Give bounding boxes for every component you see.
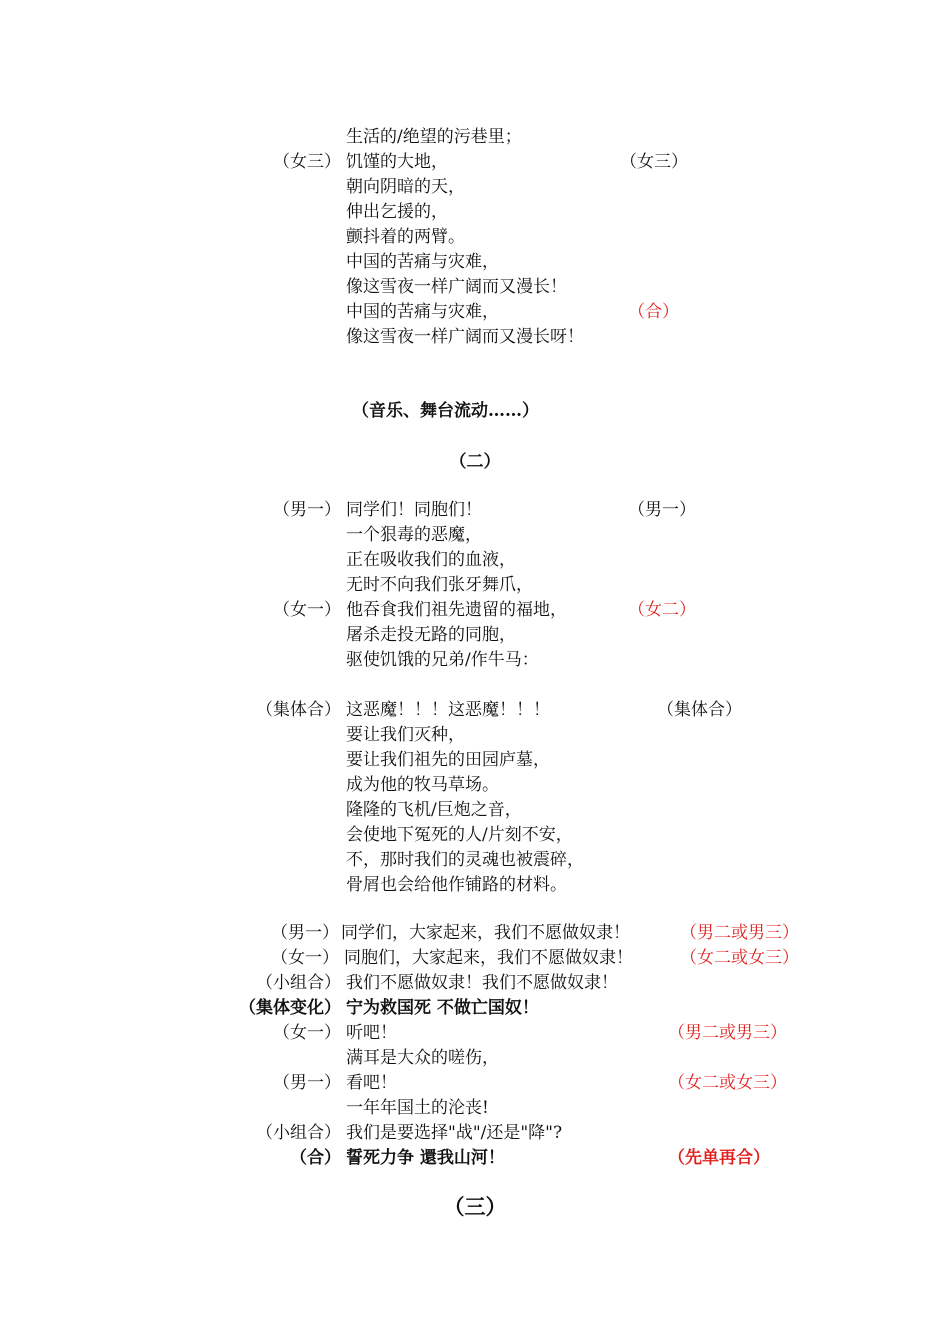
dialogue-line: 我们不愿做奴隶！我们不愿做奴隶！ [346,973,618,993]
poem-line: 他吞食我们祖先遗留的福地， [346,600,567,620]
speaker-label: （小组合） [256,973,341,993]
poem-line: 像这雪夜一样广阔而又漫长呀！ [346,327,584,347]
speaker-label: （集体变化） [239,998,341,1018]
cast-note: （先单再合） [668,1148,770,1168]
poem-line: 同学们！同胞们！ [346,500,482,520]
poem-line: 中国的苦痛与灾难， [346,302,499,322]
poem-line: 无时不向我们张牙舞爪， [346,575,533,595]
poem-line: 要让我们祖先的田园庐墓， [346,750,550,770]
poem-line: 生活的/绝望的污巷里； [346,127,522,147]
poem-line: 成为他的牧马草场。 [346,775,499,795]
dialogue-line: 听吧！ [346,1023,397,1043]
speaker-label: （男一） [271,923,339,943]
speaker-label: （男一） [273,1073,341,1093]
speaker-label: （女一） [273,1023,341,1043]
speaker-label: （集体合） [256,700,341,720]
poem-line: 饥馑的大地， [346,152,448,172]
poem-line: 伸出乞援的， [346,202,448,222]
dialogue-line: 同学们，大家起来，我们不愿做奴隶！ [341,923,630,943]
cast-note: （女三） [620,152,688,172]
poem-line: 屠杀走投无路的同胞， [346,625,516,645]
cast-note: （男二或男三） [668,1023,787,1043]
dialogue-line: 同胞们，大家起来，我们不愿做奴隶！ [344,948,633,968]
cast-note: （女二） [628,600,696,620]
poem-line: 中国的苦痛与灾难， [346,252,499,272]
cast-note: （女二或女三） [668,1073,787,1093]
poem-line: 要让我们灭种， [346,725,465,745]
dialogue-line: 看吧！ [346,1073,397,1093]
speaker-label: （男一） [273,500,341,520]
dialogue-line: 我们是要选择"战"/还是"降"? [346,1123,563,1143]
poem-line: 驱使饥饿的兄弟/作牛马： [346,650,539,670]
stage-direction: （音乐、舞台流动……） [352,401,539,421]
speaker-label: （女一） [271,948,339,968]
dialogue-line: 宁为救国死 不做亡国奴！ [346,998,539,1018]
section-heading-2: （二） [449,452,501,472]
cast-note: （男二或男三） [680,923,799,943]
poem-line: 颤抖着的两臂。 [346,227,465,247]
cast-note: （合） [628,302,679,322]
poem-line: 隆隆的飞机/巨炮之音， [346,800,522,820]
cast-note: （女二或女三） [680,948,799,968]
poem-line: 骨屑也会给他作铺路的材料。 [346,875,567,895]
cast-note: （集体合） [657,700,742,720]
poem-line: 一个狠毒的恶魔， [346,525,482,545]
speaker-label: （合） [290,1148,341,1168]
poem-line: 会使地下冤死的人/片刻不安， [346,825,573,845]
poem-line: 不，那时我们的灵魂也被震碎， [346,850,584,870]
poem-line: 正在吸收我们的血液， [346,550,516,570]
poem-line: 朝向阴暗的天， [346,177,465,197]
cast-note: （男一） [628,500,696,520]
poem-line: 这恶魔！！！这恶魔！！！ [346,700,550,720]
dialogue-line: 一年年国土的沦丧! [346,1098,489,1118]
dialogue-line: 满耳是大众的嗟伤， [346,1048,499,1068]
speaker-label: （小组合） [256,1123,341,1143]
speaker-label: （女一） [273,600,341,620]
poem-line: 像这雪夜一样广阔而又漫长！ [346,277,567,297]
speaker-label: （女三） [273,152,341,172]
section-heading-3: （三） [443,1194,507,1219]
dialogue-line: 誓死力争 還我山河！ [346,1148,505,1168]
